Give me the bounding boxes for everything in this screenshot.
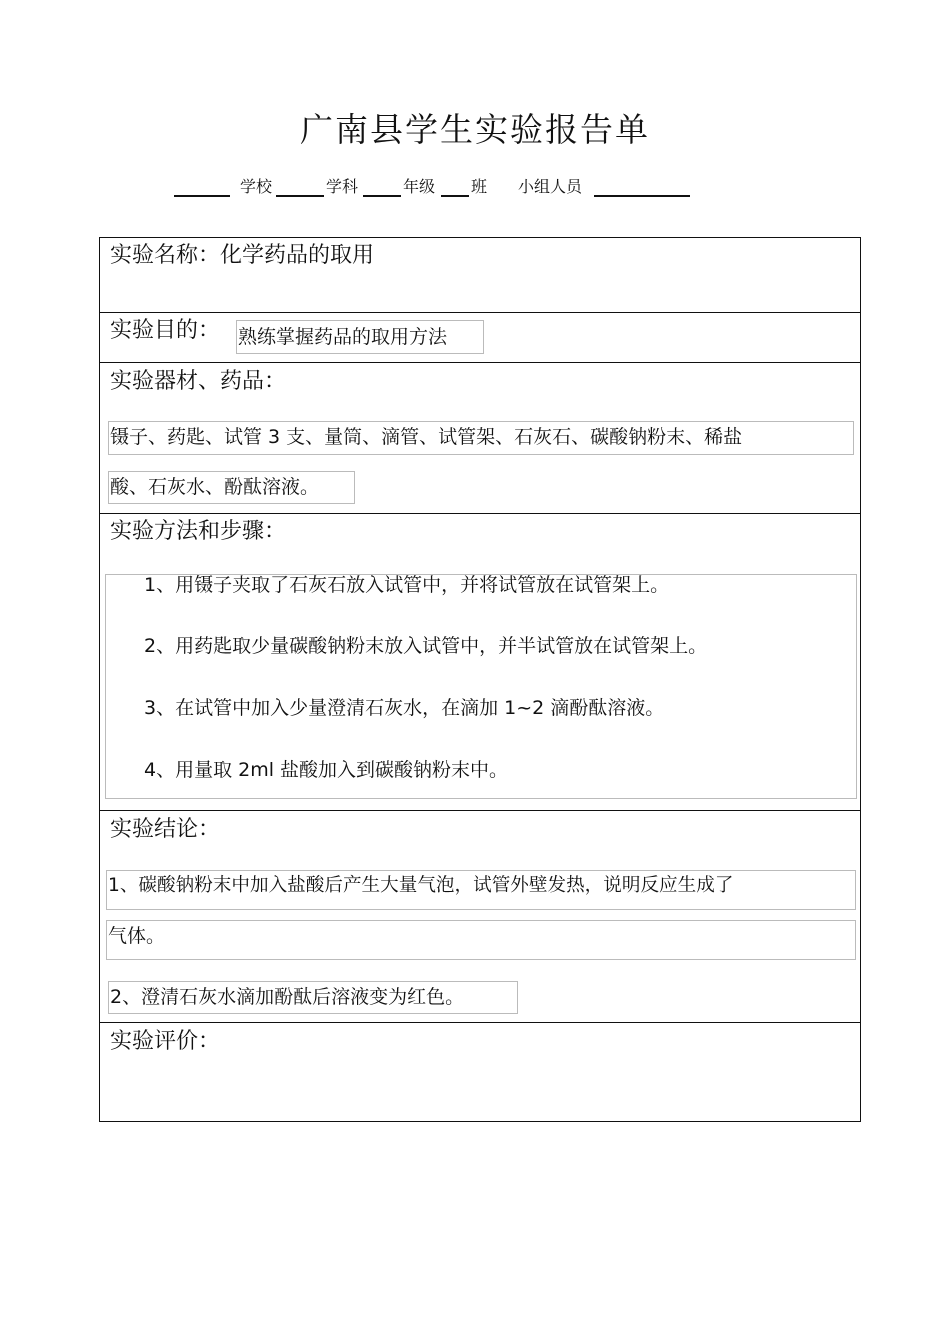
group-members-blank[interactable] [594, 195, 690, 197]
conclusion-line-3: 2、澄清石灰水滴加酚酞后溶液变为红色。 [108, 981, 518, 1014]
conclusion-line-2: 气体。 [106, 920, 856, 960]
row-divider [100, 513, 860, 514]
subject-blank[interactable] [276, 195, 324, 197]
step-item: 4、用量取 2ml 盐酸加入到碳酸钠粉末中。 [144, 759, 509, 781]
grade-label: 年级 [403, 177, 436, 196]
class-blank[interactable] [441, 195, 469, 197]
experiment-name-value: 化学药品的取用 [220, 243, 375, 268]
step-item: 2、用药匙取少量碳酸钠粉末放入试管中，并半试管放在试管架上。 [144, 635, 708, 657]
purpose-label: 实验目的： [110, 318, 221, 343]
evaluation-label: 实验评价： [110, 1029, 221, 1054]
school-blank[interactable] [174, 195, 230, 197]
row-divider [100, 312, 860, 313]
materials-line-2: 酸、石灰水、酚酞溶液。 [108, 471, 355, 504]
school-label: 学校 [240, 177, 273, 196]
page-title: 广南县学生实验报告单 [300, 110, 650, 149]
experiment-name [110, 241, 374, 271]
step-item: 3、在试管中加入少量澄清石灰水，在滴加 1~2 滴酚酞溶液。 [144, 697, 665, 719]
row-divider [100, 810, 860, 811]
conclusion-label: 实验结论： [110, 817, 221, 842]
steps-label: 实验方法和步骤： [110, 519, 287, 544]
group-members-label: 小组人员 [518, 177, 583, 196]
row-divider [100, 1022, 860, 1023]
conclusion-line-1: 1、碳酸钠粉末中加入盐酸后产生大量气泡，试管外壁发热，说明反应生成了 [106, 870, 856, 910]
grade-blank[interactable] [363, 195, 401, 197]
purpose-value: 熟练掌握药品的取用方法 [236, 320, 484, 354]
class-label: 班 [471, 177, 488, 196]
row-divider [100, 362, 860, 363]
materials-label: 实验器材、药品： [110, 369, 287, 394]
experiment-name-label: 实验名称： [110, 243, 221, 268]
subject-label: 学科 [326, 177, 359, 196]
materials-line-1: 镊子、药匙、试管 3 支、量筒、滴管、试管架、石灰石、碳酸钠粉末、稀盐 [108, 421, 854, 455]
step-item: 1、用镊子夹取了石灰石放入试管中，并将试管放在试管架上。 [144, 574, 670, 596]
report-table [99, 237, 861, 1122]
